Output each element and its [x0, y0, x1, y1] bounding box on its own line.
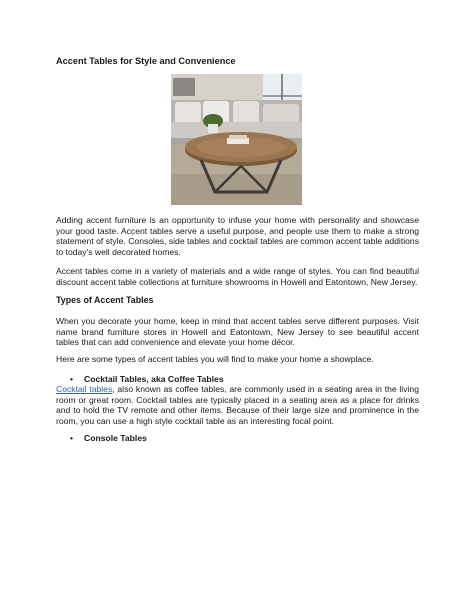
- cocktail-tables-body: , also known as coffee tables, are commonly used in a seating area in the living room or great room. Cocktail tables are typically placed in a seating area as a place for drinks and to hold the TV remote and other items. Because of their large size and prominence in the room, you can use a high style cocktail table as an interesting focal point.: [56, 384, 419, 426]
- bullet-cocktail-tables: [70, 374, 224, 384]
- page-title: Accent Tables for Style and Convenience: [56, 56, 236, 66]
- bullet-console-tables: [70, 433, 147, 443]
- article-photo: [171, 74, 302, 205]
- intro-paragraph-2: Accent tables come in a variety of materials and a wide range of styles. You can find beautiful discount accent table collections at furniture showrooms in Howell and Eatontown, New Jersey.: [56, 266, 419, 287]
- bullet-dot: •: [70, 433, 74, 443]
- bullet-dot: •: [70, 374, 74, 384]
- bullet-2-label: Console Tables: [84, 433, 147, 443]
- cocktail-tables-link[interactable]: Cocktail tables: [56, 384, 113, 394]
- living-room-image: [171, 74, 302, 205]
- section-paragraph-2: Here are some types of accent tables you will find to make your home a showplace.: [56, 354, 374, 364]
- bullet-1-label: Cocktail Tables, aka Coffee Tables: [84, 374, 224, 384]
- intro-paragraph-1: Adding accent furniture is an opportunity to infuse your home with personality and showcase your good taste. Accent tables serve a useful purpose, and people use them to make a strong statement of style. Consoles, side tables and cocktail tables are common accent table additions to today's well decorated homes.: [56, 215, 419, 257]
- section-paragraph-1: When you decorate your home, keep in mind that accent tables serve different purposes. Visit name brand furniture stores in Howell and Eatontown, New Jersey to see beautiful accent tables that can add convenience and elevate your home décor.: [56, 316, 419, 348]
- cocktail-tables-paragraph: [56, 384, 419, 426]
- section-heading: Types of Accent Tables: [56, 295, 154, 305]
